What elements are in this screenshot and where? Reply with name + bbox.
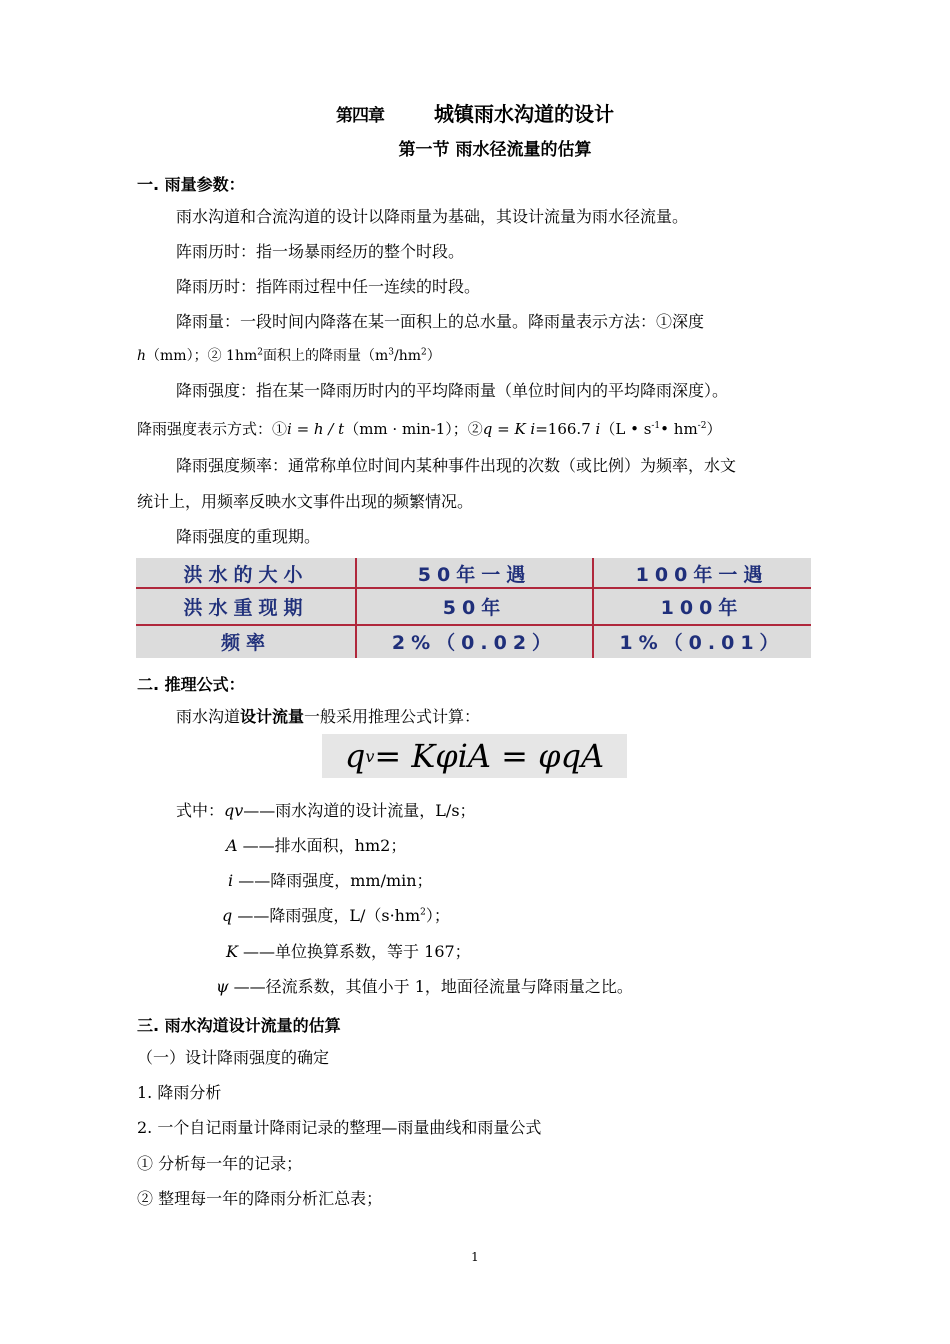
heading-flow-estimate: 三. 雨水沟道设计流量的估算 [137, 1016, 341, 1035]
table-cell: 50年一遇 [417, 563, 532, 586]
chapter-title [0, 98, 950, 127]
list-item: 1. 降雨分析 [137, 1083, 222, 1102]
para-1: 雨水沟道和合流沟道的设计以降雨量为基础，其设计流量为雨水径流量。 [176, 207, 689, 226]
table-cell: 1%（0.01） [619, 631, 785, 654]
list-item: （一）设计降雨强度的确定 [137, 1048, 330, 1067]
para-4: 降雨量：一段时间内降落在某一面积上的总水量。降雨量表示方法：①深度 [176, 312, 705, 331]
para-9: 统计上，用频率反映水文事件出现的频繁情况。 [137, 492, 474, 511]
heading-rational-formula: 二. 推理公式： [137, 675, 245, 694]
var-i: i ——降雨强度，mm/min； [228, 871, 433, 890]
list-item: 2. 一个自记雨量计降雨记录的整理—雨量曲线和雨量公式 [137, 1118, 542, 1137]
var-k: K ——单位换算系数，等于 167； [226, 942, 471, 961]
table-cell: 100年 [660, 596, 744, 619]
table-row [136, 588, 811, 624]
para-8: 降雨强度频率：通常称单位时间内某种事件出现的次数（或比例）为频率，水文 [176, 456, 737, 475]
var-a: A ——排水面积，hm2； [226, 836, 407, 855]
table-row [136, 558, 811, 588]
para-6: 降雨强度：指在某一降雨历时内的平均降雨量（单位时间内的平均降雨深度）。 [176, 381, 729, 400]
list-item: ② 整理每一年的降雨分析汇总表； [137, 1189, 383, 1208]
list-item: ① 分析每一年的记录； [137, 1154, 303, 1173]
var-qv: 式中：qv——雨水沟道的设计流量，L/s； [176, 801, 476, 820]
chapter-name: 城镇雨水沟道的设计 [434, 102, 614, 126]
table-cell: 50年 [442, 596, 507, 619]
var-q: q ——降雨强度，$L/(s\cdot hm^2)$； [222, 906, 450, 925]
para-10: 降雨强度的重现期。 [176, 527, 321, 546]
rational-formula: q v = KφiA = φqA [322, 734, 627, 778]
para-3: 降雨历时：指阵雨过程中任一连续的时段。 [176, 277, 481, 296]
para-5: h（mm）；② $1hm^2$面积上的降雨量$(m^3/hm^2)$ [137, 347, 441, 364]
var-psi: ψ ——径流系数，其值小于 1，地面径流量与降雨量之比。 [216, 977, 633, 996]
table-divider [136, 624, 811, 626]
table-divider [136, 587, 811, 589]
table-divider [592, 558, 594, 658]
table-cell: 2%（0.02） [391, 631, 558, 654]
section-title: 第一节 雨水径流量的估算 [398, 140, 592, 160]
chapter-number: 第四章 [336, 106, 384, 126]
table-cell: 洪水的大小 [183, 563, 309, 586]
flood-frequency-table [136, 558, 811, 658]
formula-intro: 雨水沟道设计流量一般采用推理公式计算： [176, 707, 481, 726]
para-7: 降雨强度表示方式：①i = h / t（mm · min-1）；②q = K i=166.7 i（L • $s^{-1}•$ $hm^{-2}$） [137, 420, 722, 438]
heading-rain-params: 一. 雨量参数： [137, 175, 245, 194]
table-divider [355, 558, 357, 658]
table-row [136, 624, 811, 658]
table-cell: 100年一遇 [635, 563, 769, 586]
table-cell: 频率 [220, 631, 271, 654]
para-2: 阵雨历时：指一场暴雨经历的整个时段。 [176, 242, 465, 261]
page-number: 1 [471, 1250, 479, 1264]
table-cell: 洪水重现期 [183, 596, 309, 619]
